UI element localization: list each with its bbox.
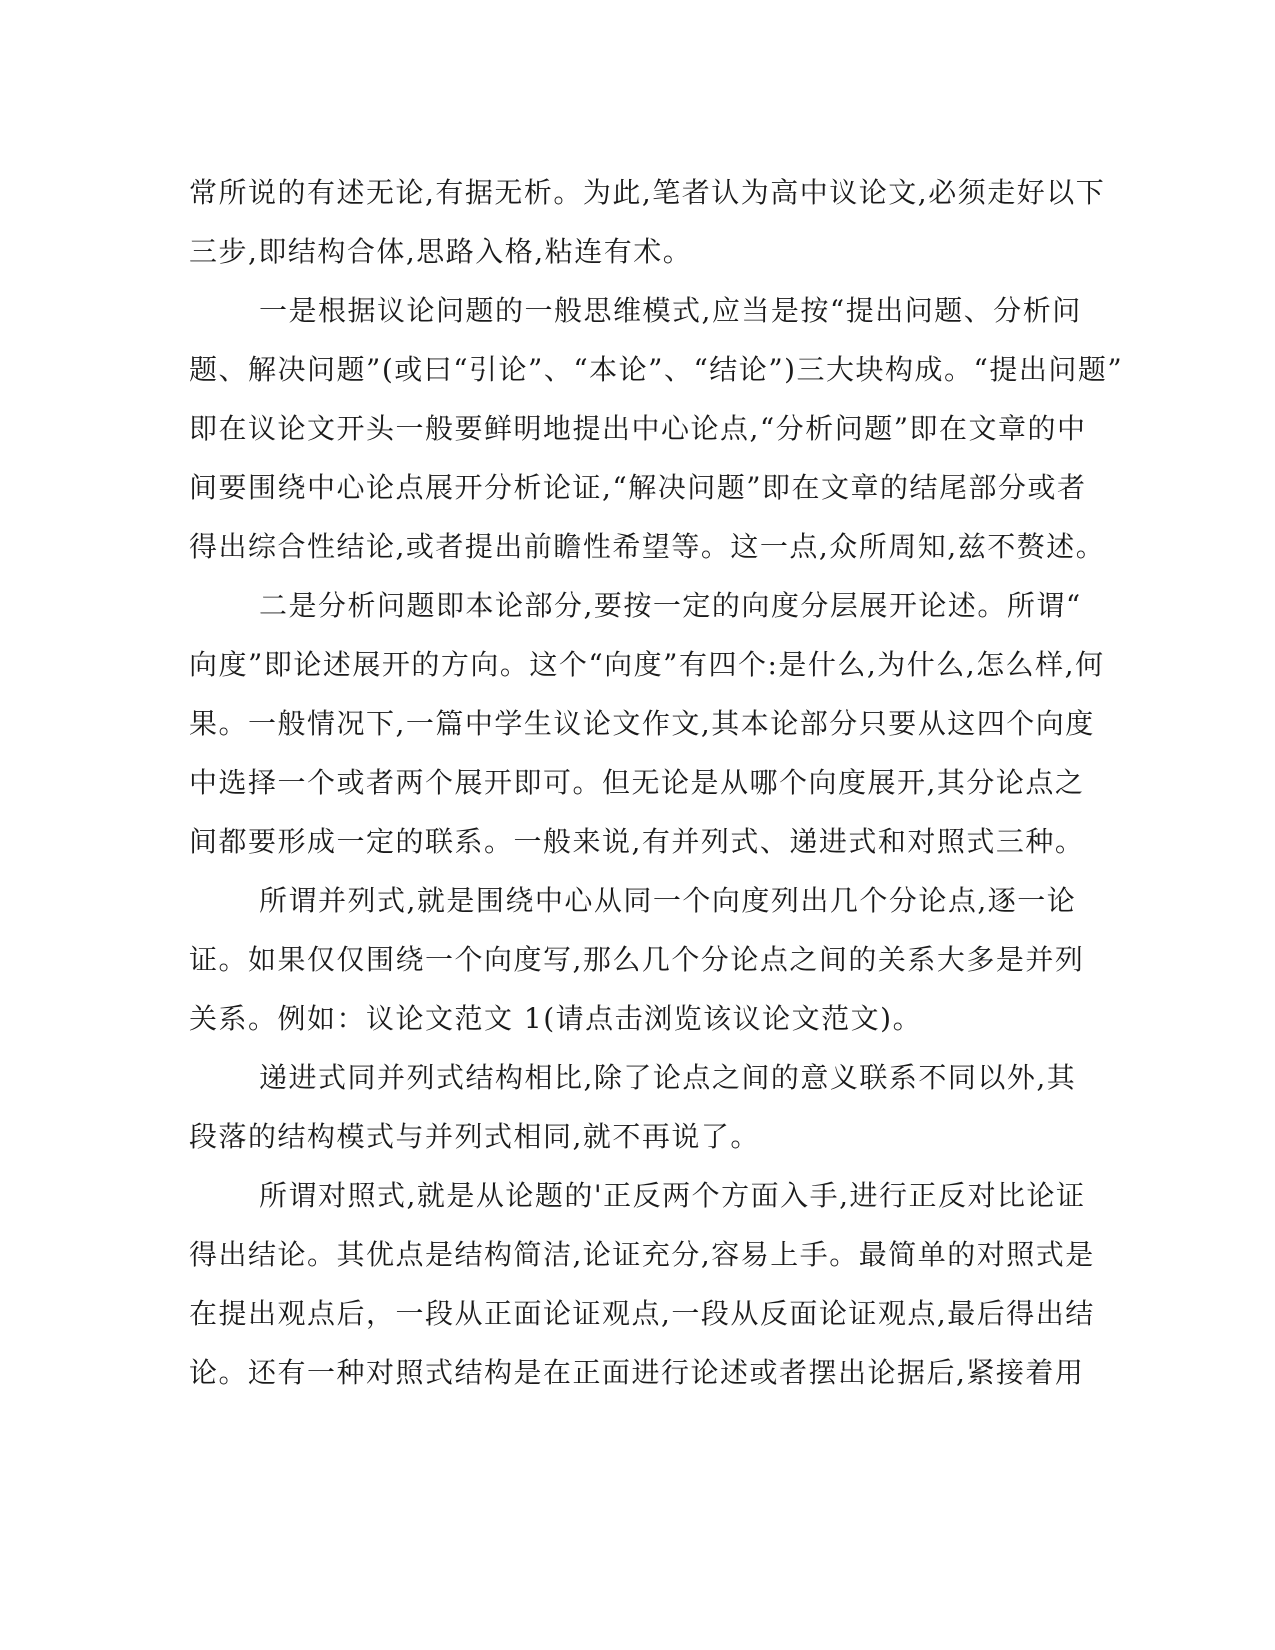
- text-line: 证。如果仅仅围绕一个向度写,那么几个分论点之间的关系大多是并列: [189, 943, 1085, 976]
- text-line: 即在议论文开头一般要鲜明地提出中心论点,“分析问题”即在文章的中: [189, 412, 1087, 445]
- text-line: 关系。例如：议论文范文 1(请点击浏览该议论文范文)。: [189, 1002, 923, 1035]
- paragraph-first-line: 二是分析问题即本论部分,要按一定的向度分层展开论述。所谓“: [259, 589, 1082, 622]
- text-line: 向度”即论述展开的方向。这个“向度”有四个:是什么,为什么,怎么样,何: [189, 648, 1105, 681]
- body-text: [189, 163, 1124, 1402]
- paragraph-first-line: 所谓并列式,就是围绕中心从同一个向度列出几个分论点,逐一论: [259, 884, 1077, 917]
- text-line: 论。还有一种对照式结构是在正面进行论述或者摆出论据后,紧接着用: [189, 1356, 1085, 1389]
- text-line: 果。一般情况下,一篇中学生议论文作文,其本论部分只要从这四个向度: [189, 707, 1095, 740]
- text-line: 三步,即结构合体,思路入格,粘连有术。: [189, 235, 693, 268]
- text-line: 间要围绕中心论点展开分析论证,“解决问题”即在文章的结尾部分或者: [189, 471, 1087, 504]
- text-line: 中选择一个或者两个展开即可。但无论是从哪个向度展开,其分论点之: [189, 766, 1085, 799]
- text-line: 题、解决问题”(或曰“引论”、“本论”、“结论”)三大块构成。“提出问题”: [189, 353, 1124, 386]
- paragraph-first-line: 一是根据议论问题的一般思维模式,应当是按“提出问题、分析问: [259, 294, 1082, 327]
- text-line: 得出结论。其优点是结构简洁,论证充分,容易上手。最简单的对照式是: [189, 1238, 1095, 1271]
- text-line: 常所说的有述无论,有据无析。为此,笔者认为高中议论文,必须走好以下: [189, 176, 1106, 209]
- text-line: 在提出观点后，一段从正面论证观点,一段从反面论证观点,最后得出结: [189, 1297, 1095, 1330]
- paragraph-first-line: 所谓对照式,就是从论题的'正反两个方面入手,进行正反对比论证: [259, 1179, 1086, 1212]
- paragraph-first-line: 递进式同并列式结构相比,除了论点之间的意义联系不同以外,其: [259, 1061, 1077, 1094]
- text-line: 间都要形成一定的联系。一般来说,有并列式、递进式和对照式三种。: [189, 825, 1085, 858]
- text-line: 得出综合性结论,或者提出前瞻性希望等。这一点,众所周知,兹不赘述。: [189, 530, 1106, 563]
- text-line: 段落的结构模式与并列式相同,就不再说了。: [189, 1120, 760, 1153]
